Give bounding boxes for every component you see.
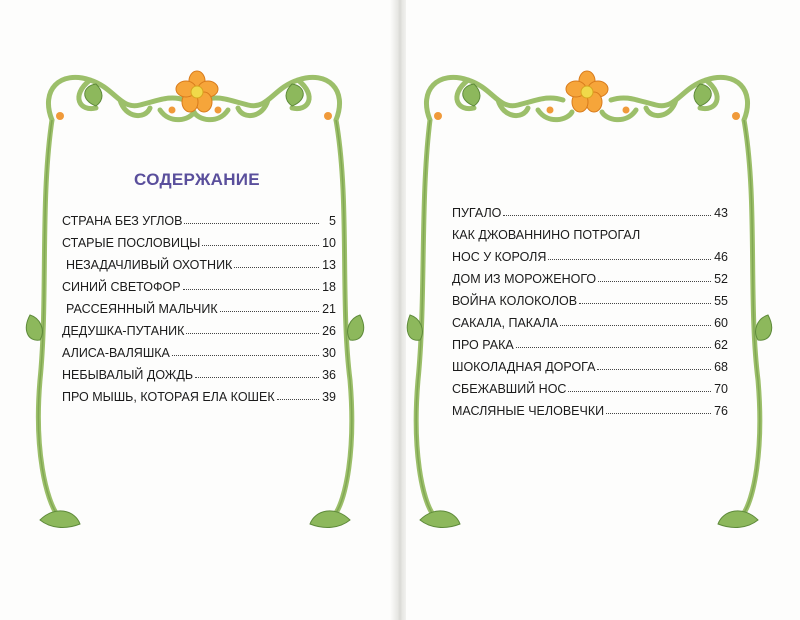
toc-entry-page: 36: [322, 368, 336, 382]
toc-entry-title: ВОЙНА КОЛОКОЛОВ: [452, 294, 578, 308]
toc-entry-page: 18: [322, 280, 336, 294]
toc-entry-title: РАССЕЯННЫЙ МАЛЬЧИК: [66, 302, 218, 316]
dot-leader: [503, 215, 711, 216]
dot-leader: [277, 399, 319, 400]
dot-leader: [220, 311, 319, 312]
toc-entry-title: КАК ДЖОВАННИНО ПОТРОГАЛ: [452, 228, 641, 242]
dot-leader: [516, 347, 711, 348]
toc-entry[interactable]: [62, 210, 336, 228]
toc-entry-title: ПРО МЫШЬ, КОТОРАЯ ЕЛА КОШЕК: [62, 390, 275, 404]
toc-entry[interactable]: [62, 386, 336, 404]
dot-leader: [568, 391, 711, 392]
dot-leader: [579, 303, 711, 304]
toc-entry[interactable]: [452, 312, 728, 330]
toc-entry[interactable]: [62, 232, 336, 250]
toc-entry-page: 70: [714, 382, 728, 396]
toc-entry[interactable]: [62, 342, 336, 360]
vine-frame-right: [406, 0, 800, 620]
toc-entry[interactable]: [452, 290, 728, 308]
toc-entry-title: ДЕДУШКА-ПУТАНИК: [62, 324, 185, 338]
dot-leader: [172, 355, 319, 356]
berry-icon: [434, 107, 740, 121]
toc-entry-title: АЛИСА-ВАЛЯШКА: [62, 346, 170, 360]
toc-entry[interactable]: [452, 202, 728, 220]
toc-entry-page: 10: [322, 236, 336, 250]
toc-entry[interactable]: [62, 320, 336, 338]
toc-entry-page: 26: [322, 324, 336, 338]
toc-entry-title: ПУГАЛО: [452, 206, 502, 220]
dot-leader: [598, 281, 711, 282]
toc-entry-page: 39: [322, 390, 336, 404]
toc-entry-title: СБЕЖАВШИЙ НОС: [452, 382, 567, 396]
toc-entry-title: НОС У КОРОЛЯ: [452, 250, 547, 264]
vine-frame: [38, 77, 351, 516]
toc-entry[interactable]: [62, 276, 336, 294]
toc-entry-title: СТАРЫЕ ПОСЛОВИЦЫ: [62, 236, 201, 250]
dot-leader: [234, 267, 319, 268]
dot-leader: [560, 325, 711, 326]
toc-entry[interactable]: [452, 334, 728, 352]
toc-entry[interactable]: [66, 254, 336, 272]
flower-icon: [566, 71, 608, 112]
toc-entry-page: 55: [714, 294, 728, 308]
dot-leader: [183, 289, 319, 290]
toc-entry-page: 46: [714, 250, 728, 264]
right-page: [406, 0, 800, 620]
toc-entry-title: НЕЗАДАЧЛИВЫЙ ОХОТНИК: [66, 258, 233, 272]
flower-icon: [176, 71, 218, 112]
toc-entry[interactable]: [66, 298, 336, 316]
toc-entry-page: 52: [714, 272, 728, 286]
toc-entry-page: 60: [714, 316, 728, 330]
dot-leader: [186, 333, 319, 334]
toc-entry-page: 62: [714, 338, 728, 352]
toc-entry-page: 21: [322, 302, 336, 316]
toc-entry-title: ДОМ ИЗ МОРОЖЕНОГО: [452, 272, 597, 286]
dot-leader: [548, 259, 711, 260]
toc-entry-page: 5: [329, 214, 336, 228]
toc-entry[interactable]: [62, 364, 336, 382]
toc-entry[interactable]: [452, 356, 728, 374]
toc-entry[interactable]: [452, 378, 728, 396]
toc-entry-page: 76: [714, 404, 728, 418]
toc-entry[interactable]: [452, 224, 728, 242]
toc-entry-page: 13: [322, 258, 336, 272]
dot-leader: [597, 369, 711, 370]
page-title: СОДЕРЖАНИЕ: [134, 170, 260, 189]
toc-entry-title: ПРО РАКА: [452, 338, 514, 352]
toc-entry-title: СИНИЙ СВЕТОФОР: [62, 280, 181, 294]
dot-leader: [202, 245, 319, 246]
toc-entry-title: НЕБЫВАЛЫЙ ДОЖДЬ: [62, 368, 194, 382]
toc-entry-page: 68: [714, 360, 728, 374]
toc-entry[interactable]: [452, 268, 728, 286]
toc-entry-title: МАСЛЯНЫЕ ЧЕЛОВЕЧКИ: [452, 404, 605, 418]
toc-entry-title: СТРАНА БЕЗ УГЛОВ: [62, 214, 183, 228]
toc-entry-page: 43: [714, 206, 728, 220]
dot-leader: [184, 223, 319, 224]
toc-entry-title: САКАЛА, ПАКАЛА: [452, 316, 559, 330]
dot-leader: [606, 413, 711, 414]
toc-entry[interactable]: [452, 246, 728, 264]
toc-entry[interactable]: [452, 400, 728, 418]
dot-leader: [195, 377, 319, 378]
toc-entry-page: 30: [322, 346, 336, 360]
left-page: [0, 0, 394, 620]
toc-entry-title: ШОКОЛАДНАЯ ДОРОГА: [452, 360, 596, 374]
